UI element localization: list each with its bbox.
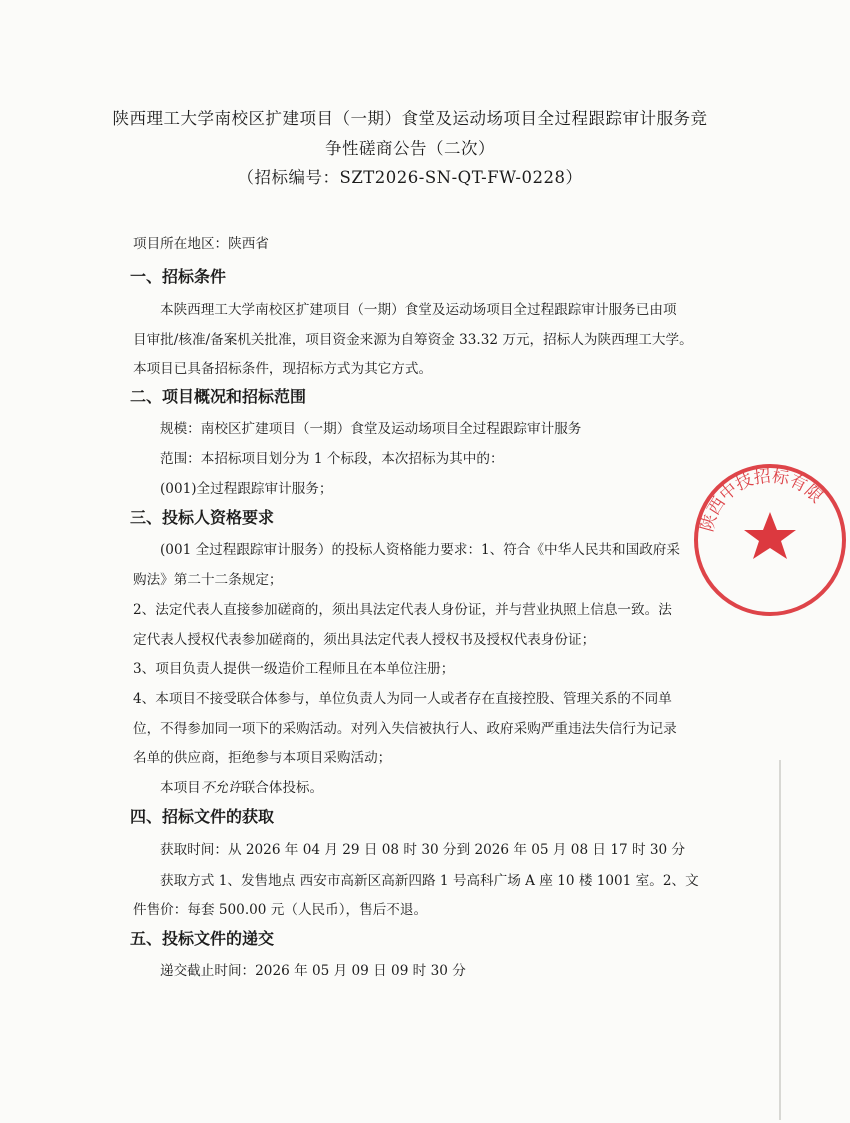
doc-title-line2: 争性磋商公告（二次）	[325, 139, 495, 158]
seal-text: 陕西中技招标有限	[697, 466, 827, 534]
paragraph-line: 件售价：每套 500.00 元（人民币），售后不退。	[133, 902, 428, 918]
section-heading-2: 二、项目概况和招标范围	[130, 387, 307, 406]
paragraph-line: 获取方式 1、发售地点 西安市高新区高新四路 1 号高科广场 A 座 10 楼 1001 室。2、文	[160, 873, 699, 889]
text-run: 本项目	[160, 780, 201, 796]
paragraph-line: 范围：本招标项目划分为 1 个标段，本次招标为其中的：	[160, 451, 504, 467]
paragraph-line: (001)全过程跟踪审计服务；	[160, 481, 333, 497]
paragraph-line: 目审批/核准/备案机关批准，项目资金来源为自筹资金 33.32 万元，招标人为陕西理工大学。	[133, 332, 693, 348]
doc-title-line1: 陕西理工大学南校区扩建项目（一期）食堂及运动场项目全过程跟踪审计服务竞	[112, 109, 708, 128]
paragraph-line: 位，不得参加同一项下的采购活动。对列入失信被执行人、政府采购严重违法失信行为记录	[133, 721, 677, 737]
paragraph-line: 2、法定代表人直接参加磋商的，须出具法定代表人身份证，并与营业执照上信息一致。法	[133, 602, 672, 618]
paragraph-line: 4、本项目不接受联合体参与，单位负责人为同一人或者存在直接控股、管理关系的不同单	[133, 691, 672, 707]
paragraph-line: 购法》第二十二条规定；	[133, 572, 283, 588]
paragraph-line: 规模：南校区扩建项目（一期）食堂及运动场项目全过程跟踪审计服务	[160, 421, 582, 437]
paragraph-line: 本项目已具备招标条件，现招标方式为其它方式。	[133, 361, 433, 377]
italic-text: 不允许	[200, 780, 242, 796]
paragraph-line: 定代表人授权代表参加磋商的，须出具法定代表人授权书及授权代表身份证；	[133, 632, 596, 648]
paragraph-line: 递交截止时间：2026 年 05 月 09 日 09 时 30 分	[160, 963, 466, 979]
project-region: 项目所在地区：陕西省	[133, 236, 269, 252]
section-heading-4: 四、招标文件的获取	[130, 807, 275, 826]
paragraph-line: 3、项目负责人提供一级造价工程师且在本单位注册；	[133, 661, 455, 677]
official-seal-stamp	[690, 460, 850, 620]
paragraph-line	[160, 778, 323, 798]
paragraph-line: 获取时间：从 2026 年 04 月 29 日 08 时 30 分到 2026 年 05 月 08 日 17 时 30 分	[160, 842, 686, 858]
paragraph-line: (001 全过程跟踪审计服务）的投标人资格能力要求：1、符合《中华人民共和国政府采	[160, 542, 680, 558]
section-heading-5: 五、投标文件的递交	[130, 929, 275, 948]
paragraph-line: 名单的供应商，拒绝参与本项目采购活动；	[133, 750, 392, 766]
seal-star-icon	[744, 512, 796, 559]
text-run: 联合体投标。	[241, 780, 324, 796]
page-edge-divider	[779, 760, 781, 1120]
section-heading-3: 三、投标人资格要求	[130, 508, 275, 527]
tender-number: （招标编号：SZT2026-SN-QT-FW-0228）	[237, 168, 583, 187]
paragraph-line: 本陕西理工大学南校区扩建项目（一期）食堂及运动场项目全过程跟踪审计服务已由项	[160, 302, 677, 318]
section-heading-1: 一、招标条件	[130, 267, 227, 286]
